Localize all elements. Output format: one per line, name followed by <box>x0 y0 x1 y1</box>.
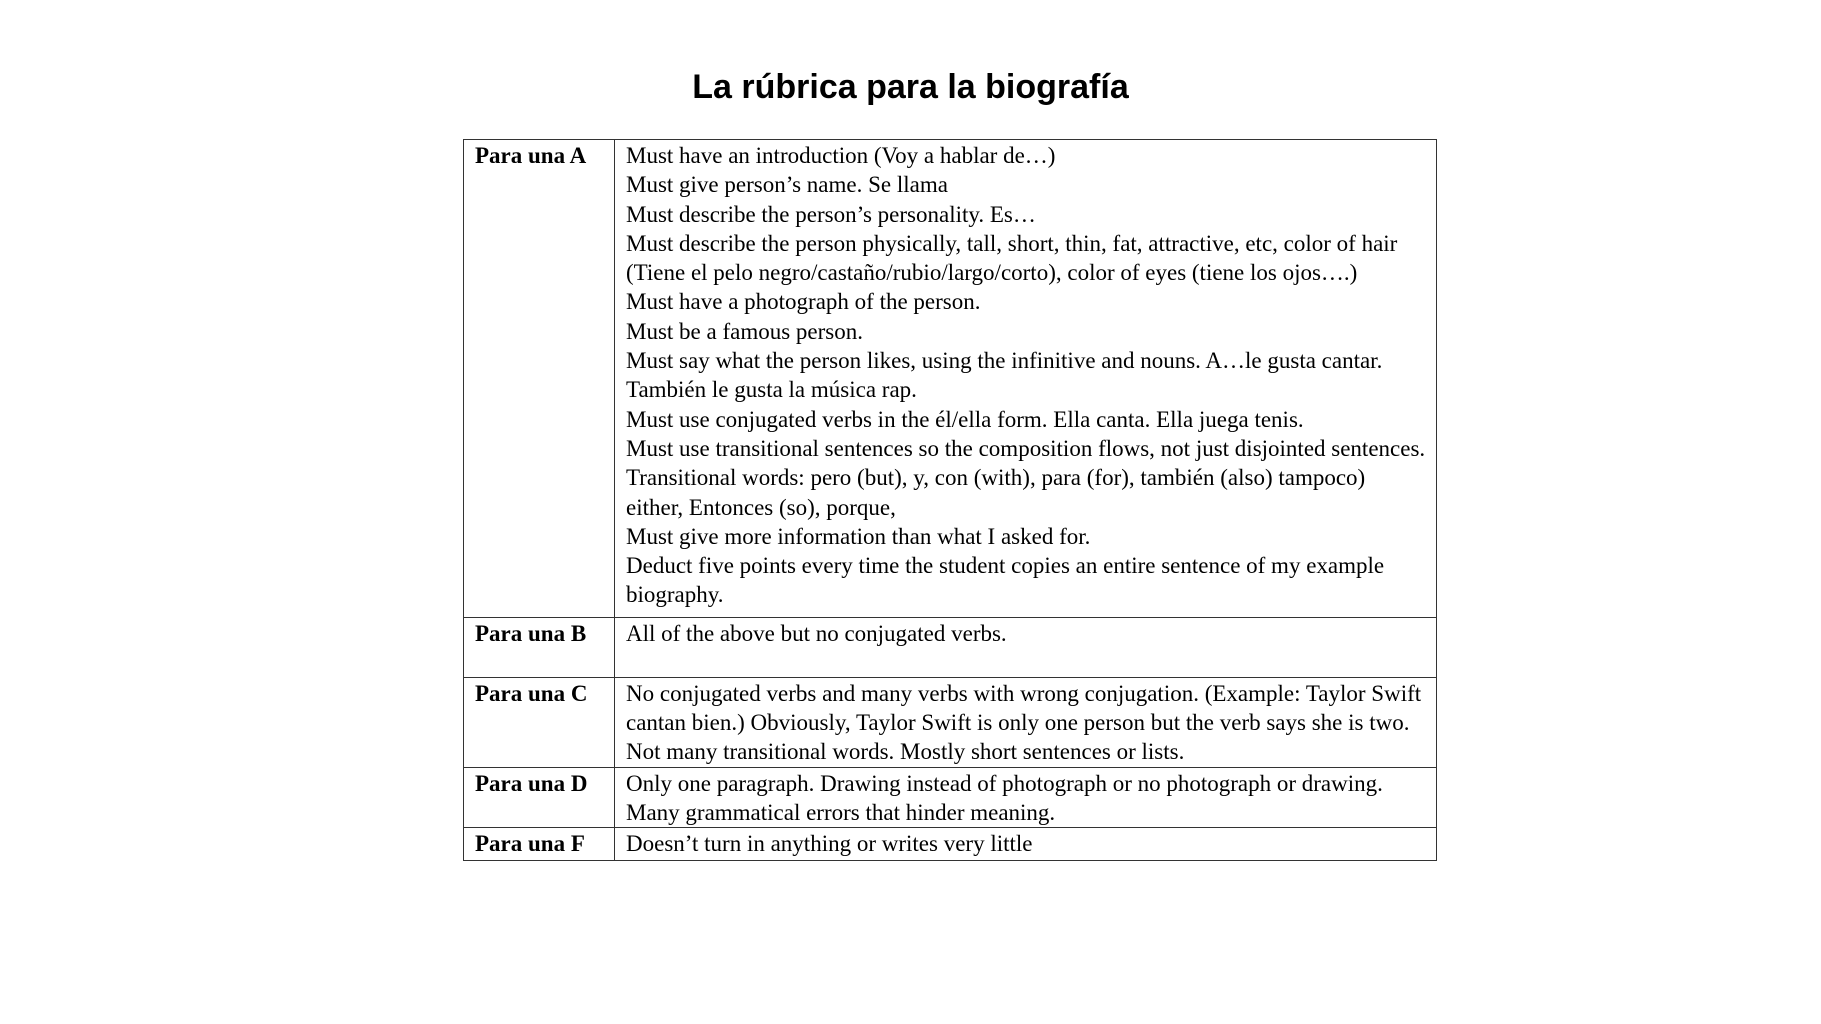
criterion: Must give more information than what I asked for. <box>626 523 1091 549</box>
criterion: All of the above but no conjugated verbs. <box>626 620 1007 646</box>
criterion: Doesn’t turn in anything or writes very little <box>626 831 1033 857</box>
page-title: La rúbrica para la biografía <box>692 68 1129 106</box>
grade-label: Para una F <box>464 828 615 860</box>
rubric-row-a <box>464 140 1437 618</box>
criteria-cell <box>615 767 1437 828</box>
rubric-row-d <box>464 767 1437 828</box>
criterion: Must have an introduction (Voy a hablar de…) <box>626 143 1056 168</box>
grade-label: Para una A <box>464 140 615 618</box>
criteria-cell <box>615 617 1437 677</box>
criterion: Must describe the person’s personality. Es… <box>626 201 1036 227</box>
criterion: Must describe the person physically, tall, short, thin, fat, attractive, etc, color of hair (Tiene el pelo negro/castaño/rubio/largo/corto), color of eyes (tiene los ojos….) <box>626 230 1398 286</box>
grade-label: Para una B <box>464 617 615 677</box>
rubric-row-f <box>464 828 1437 860</box>
criterion: Only one paragraph. Drawing instead of photograph or no photograph or drawing. Many grammatical errors that hinder meaning. <box>626 770 1383 825</box>
criteria-cell <box>615 828 1437 860</box>
criteria-cell <box>615 677 1437 767</box>
criterion: No conjugated verbs and many verbs with wrong conjugation. (Example: Taylor Swift cantan bien.) Obviously, Taylor Swift is only one person but the verb says she is two. <box>626 680 1422 736</box>
criterion: Must use conjugated verbs in the él/ella form. Ella canta. Ella juega tenis. <box>626 406 1304 432</box>
criteria-cell <box>615 140 1437 618</box>
criterion: Not many transitional words. Mostly short sentences or lists. <box>626 739 1185 765</box>
rubric-row-c <box>464 677 1437 767</box>
criterion: Must give person’s name. Se llama <box>626 172 948 198</box>
rubric-table <box>463 139 1437 861</box>
criterion: Must be a famous person. <box>626 318 863 344</box>
rubric-row-b <box>464 617 1437 677</box>
grade-label: Para una C <box>464 677 615 767</box>
criterion: Must use transitional sentences so the composition flows, not just disjointed sentences. Transitional words: pero (but), y, con (with), para (for), también (also) tampoco) either, Entonces (so), porque, <box>626 435 1426 520</box>
grade-label: Para una D <box>464 767 615 828</box>
criterion: Must say what the person likes, using the infinitive and nouns. A…le gusta cantar. También le gusta la música rap. <box>626 348 1383 403</box>
criterion: Must have a photograph of the person. <box>626 289 981 315</box>
criterion: Deduct five points every time the student copies an entire sentence of my example biography. <box>626 553 1385 608</box>
